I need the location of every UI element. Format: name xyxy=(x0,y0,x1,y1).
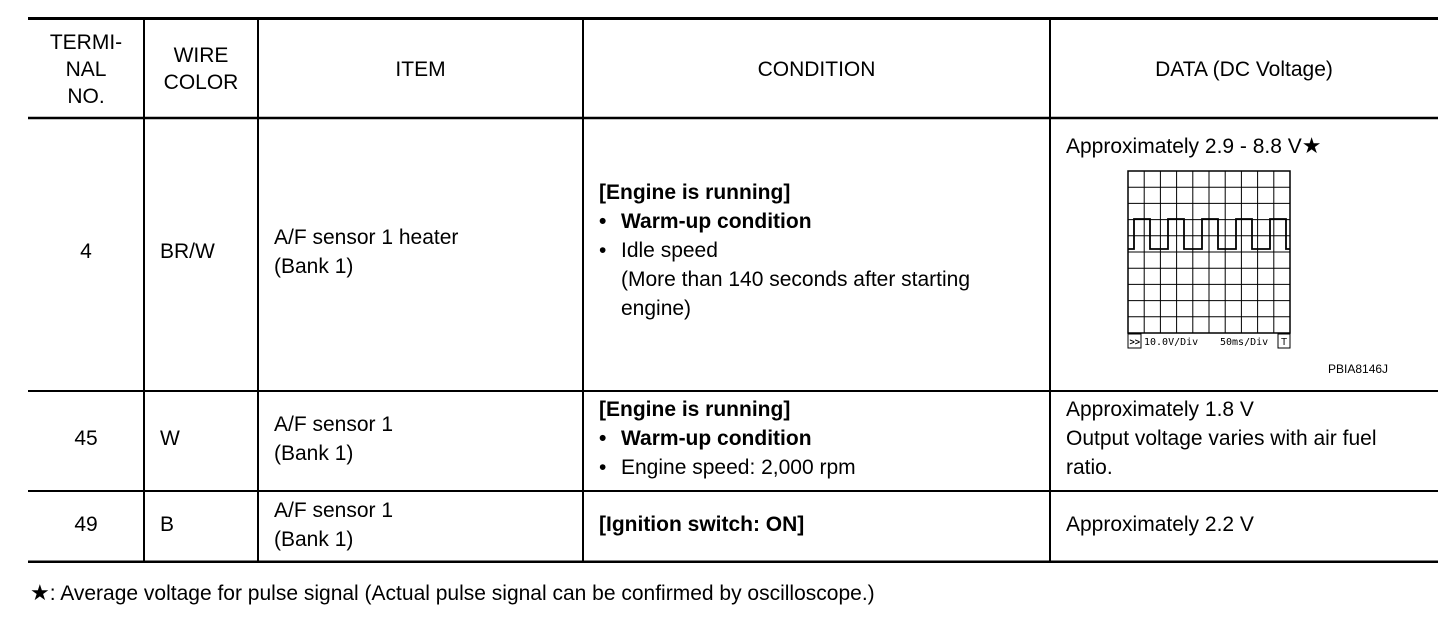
row2-data-line-3: ratio. xyxy=(1066,456,1113,479)
header-terminal-line-1: TERMI- xyxy=(49,30,123,54)
bullet-icon: • xyxy=(599,456,607,479)
row2-data-line-1: Approximately 1.8 V xyxy=(1066,398,1254,421)
header-condition-label: CONDITION xyxy=(757,57,876,81)
row3-terminal: 49 xyxy=(74,513,98,536)
header-terminal-line-2: NAL xyxy=(65,57,107,81)
row3-item-line-1: A/F sensor 1 xyxy=(274,499,394,522)
header-data xyxy=(1050,21,1438,117)
row2-condition-bullet-2-text: Engine speed: 2,000 rpm xyxy=(621,456,856,479)
row1-item-line-2: (Bank 1) xyxy=(274,255,354,278)
row3-item xyxy=(274,496,393,554)
row1-condition-bullet-2-body xyxy=(621,236,970,323)
row2-item xyxy=(274,410,393,468)
scope-trigger-label: T xyxy=(1281,337,1288,348)
star-icon: ★ xyxy=(1301,133,1322,158)
row1-condition xyxy=(599,178,1039,323)
scope-volt-div: 10.0V/Div xyxy=(1144,337,1199,348)
row1-item-line-1: A/F sensor 1 heater xyxy=(274,226,459,249)
row1-condition-title: [Engine is running] xyxy=(599,181,791,204)
row1-data-text: Approximately 2.9 - 8.8 V xyxy=(1066,135,1302,158)
header-wire-color xyxy=(144,21,258,117)
bullet-icon: • xyxy=(599,210,607,233)
row2-condition-bullet-1-text: Warm-up condition xyxy=(621,427,812,450)
header-wire-line-2: COLOR xyxy=(163,71,239,94)
header-data-label: DATA (DC Voltage) xyxy=(1155,57,1333,81)
row2-condition xyxy=(599,395,1039,482)
bullet-icon: • xyxy=(599,239,607,262)
scope-time-div: 50ms/Div xyxy=(1220,337,1269,348)
row2-wire-color: W xyxy=(160,427,180,450)
terminal-data-table xyxy=(28,17,1438,563)
oscilloscope-waveform-figure xyxy=(1126,169,1294,353)
row1-item xyxy=(274,223,458,281)
row3-item-line-2: (Bank 1) xyxy=(274,528,354,551)
bullet-icon: • xyxy=(599,427,607,450)
row2-condition-bullet-1 xyxy=(599,424,1039,453)
row1-condition-note-line-2: engine) xyxy=(621,297,692,320)
row3-data: Approximately 2.2 V xyxy=(1066,513,1254,536)
row2-terminal: 45 xyxy=(74,427,98,450)
header-item-label: ITEM xyxy=(395,57,446,81)
row2-condition-title: [Engine is running] xyxy=(599,398,791,421)
header-item xyxy=(258,21,583,117)
footnote xyxy=(30,578,875,609)
row2-condition-bullet-2 xyxy=(599,453,1039,482)
scope-marker-icon: >> xyxy=(1129,337,1141,347)
row2-data xyxy=(1066,395,1434,482)
header-wire-line-1: WIRE xyxy=(173,44,229,67)
row2-item-line-1: A/F sensor 1 xyxy=(274,413,394,436)
row3-wire-color: B xyxy=(160,513,175,536)
row1-condition-note-line-1: (More than 140 seconds after starting xyxy=(621,268,971,291)
footnote-text: : Average voltage for pulse signal (Actual pulse signal can be confirmed by oscilloscope.) xyxy=(49,582,875,605)
figure-id: PBIA8146J xyxy=(1328,362,1389,376)
row2-item-line-2: (Bank 1) xyxy=(274,442,354,465)
row1-condition-bullet-1-text: Warm-up condition xyxy=(621,210,812,233)
row1-wire-color: BR/W xyxy=(160,240,215,263)
header-terminal-no xyxy=(28,21,144,117)
row1-terminal: 4 xyxy=(80,240,92,263)
row3-condition-title: [Ignition switch: ON] xyxy=(599,513,805,536)
row1-condition-bullet-2-text: Idle speed xyxy=(621,239,718,262)
row1-data xyxy=(1066,131,1322,161)
row1-condition-bullet-1 xyxy=(599,207,1039,236)
star-icon: ★ xyxy=(30,580,50,605)
header-condition xyxy=(583,21,1050,117)
row2-data-line-2: Output voltage varies with air fuel xyxy=(1066,427,1377,450)
row1-condition-bullet-2 xyxy=(599,236,1039,323)
header-terminal-line-3: NO. xyxy=(67,84,105,108)
